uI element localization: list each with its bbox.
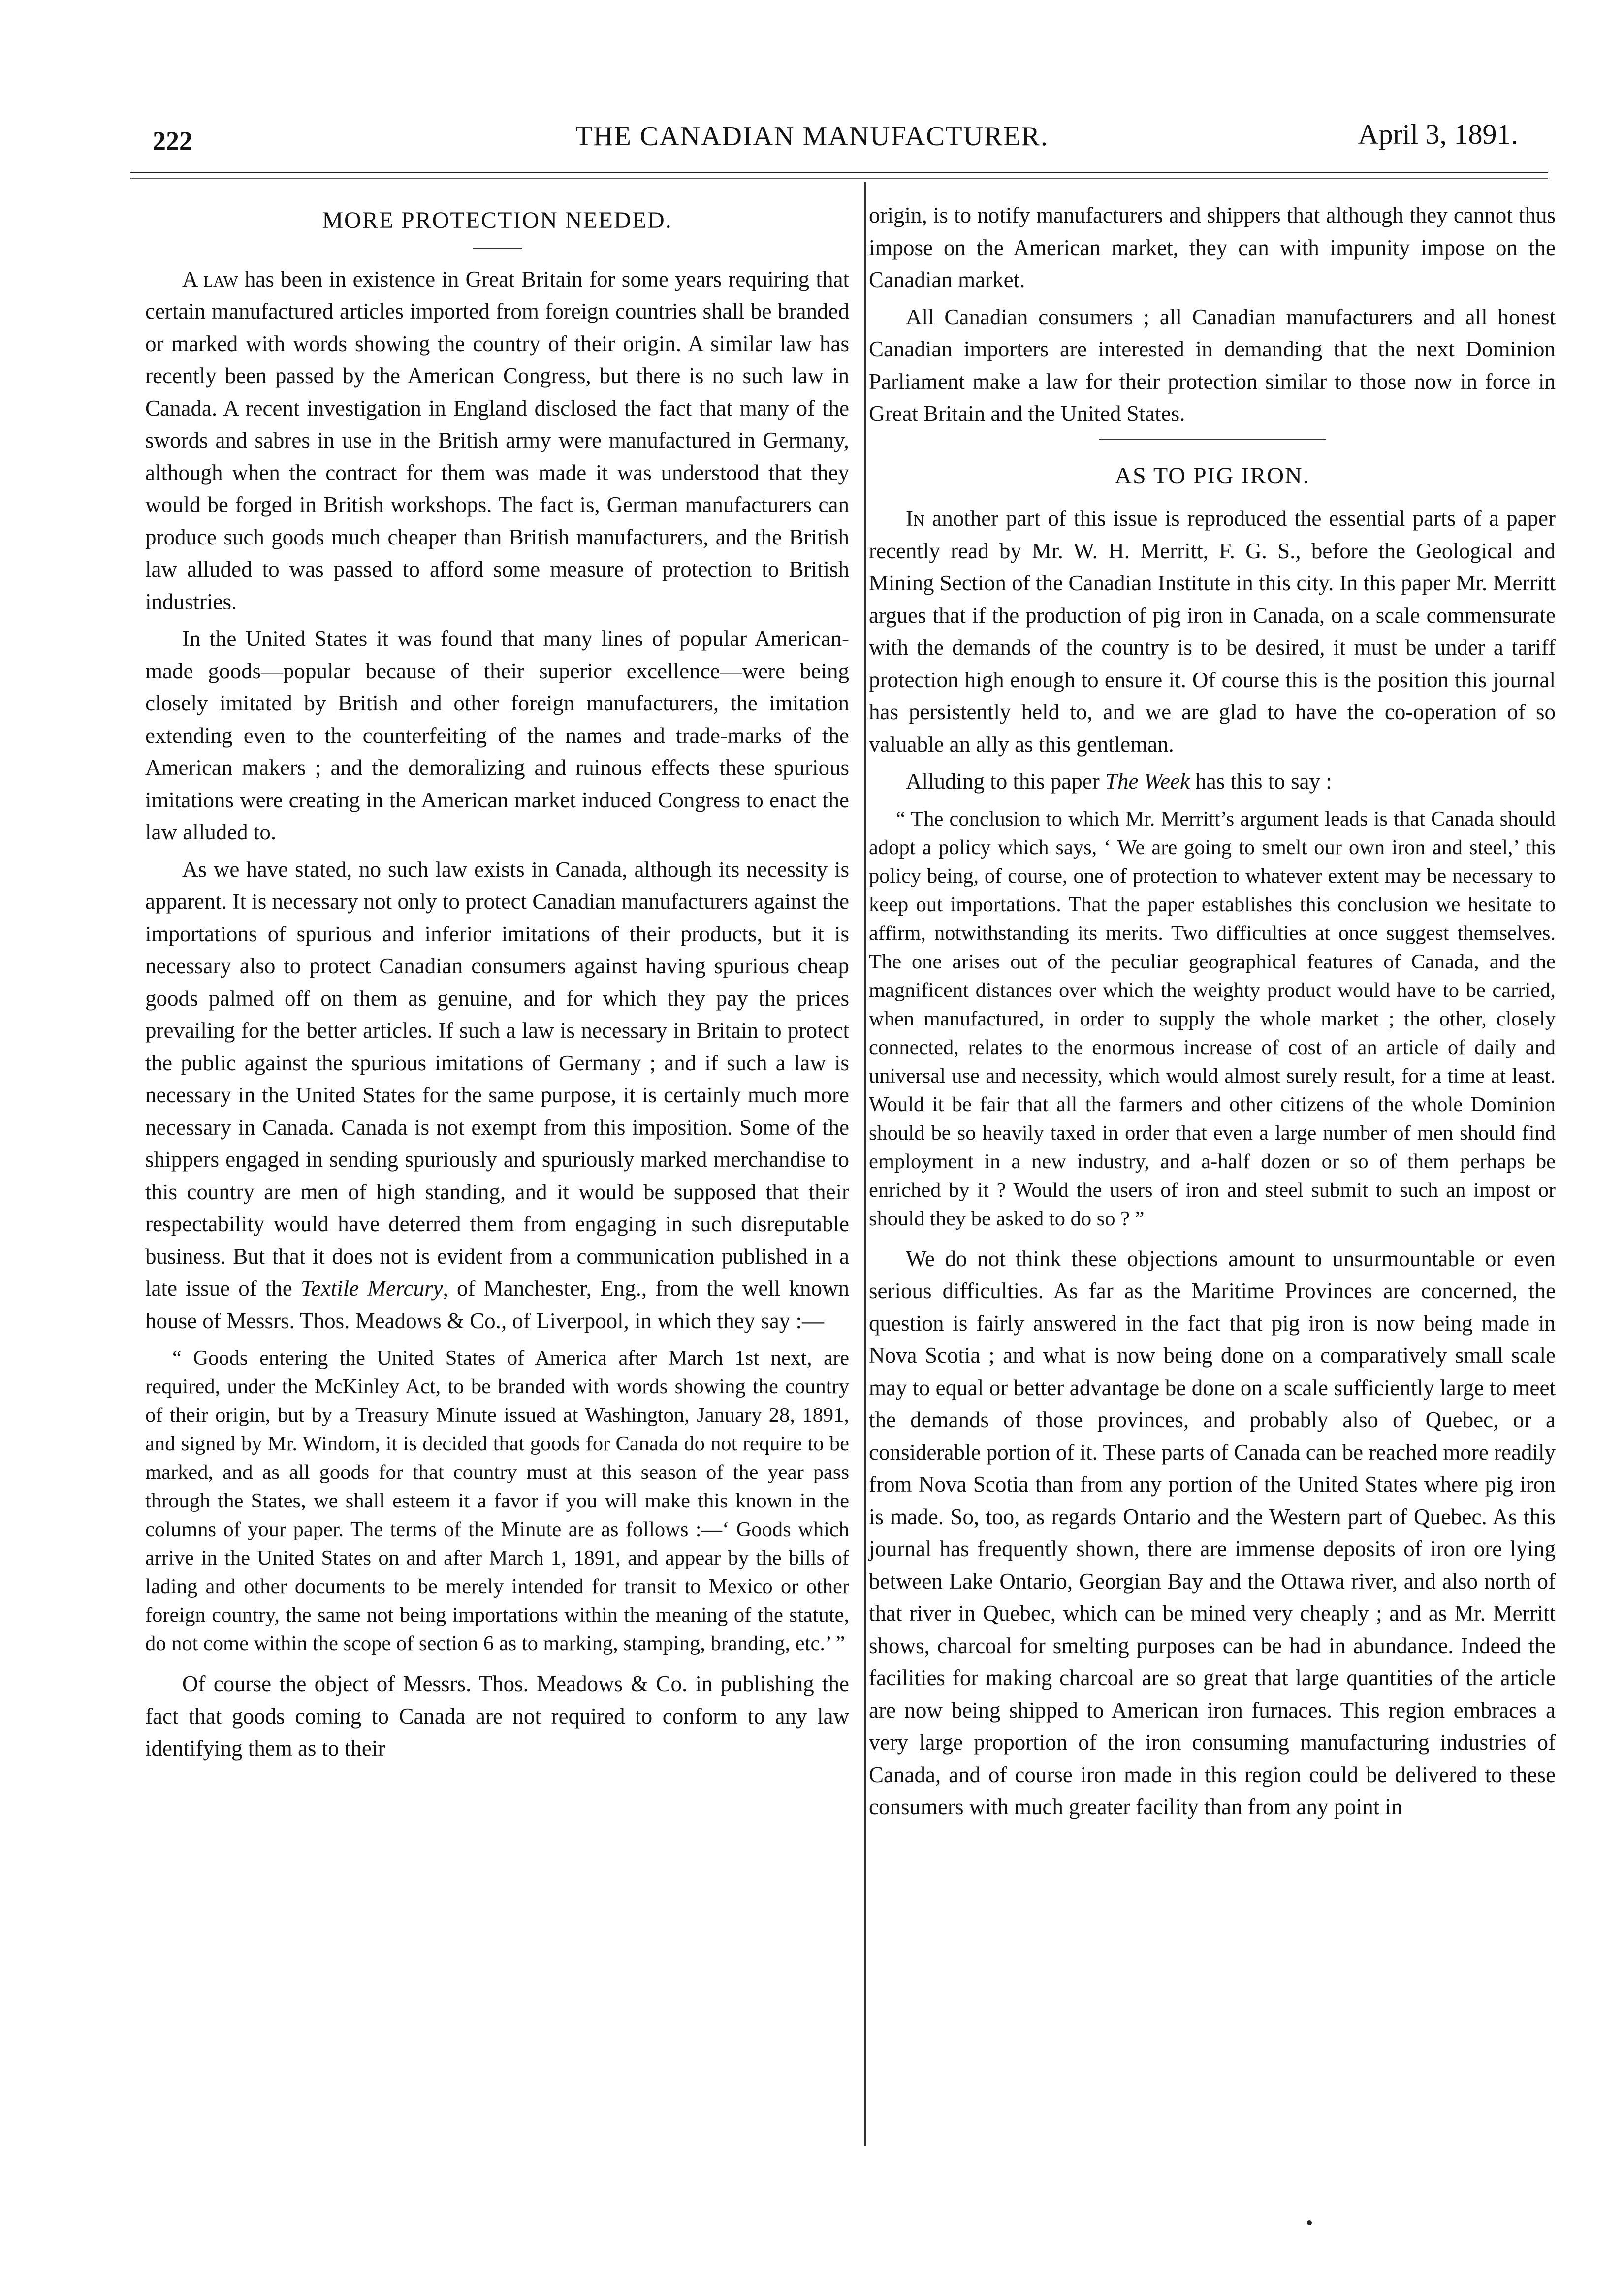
paragraph [145,854,849,1338]
header-rule-thin [130,178,1548,179]
paragraph [869,503,1556,761]
issue-date: April 3, 1891. [1358,118,1518,150]
lead-word: A law [182,266,238,291]
heading-rule [473,248,522,249]
paragraph: Of course the object of Messrs. Thos. Meadows & Co. in publishing the fact that goods coming to Canada are not required to conform to any law identifying them as to their [145,1671,849,1761]
column-divider [864,182,866,2146]
paragraph [869,766,1556,798]
article-heading-more-protection: MORE PROTECTION NEEDED. [322,207,672,233]
page-number: 222 [153,126,192,156]
paragraph-text: has been in existence in Great Britain for some years requiring that certain manufactured articles imported from foreign countries shall be branded or marked with words showing the country of their origin. A similar law has recently been passed by the American Congress, but there is no such law in Canada. A recent investigation in England disclosed the fact that many of the swords and sabres in use in the British army were manufactured in Germany, although when the contract for them was made it was understood that they would be forged in British workshops. The fact is, German manufacturers can produce such goods much cheaper than British manufacturers, and the British law alluded to was passed to afford some measure of protection to British industries. [145,266,849,614]
paragraph: In the United States it was found that many lines of popular American-made goods—popular because of their superior excellence—were being closely imitated by British and other foreign manufacturers, the imitation extending even to the counterfeiting of the names and trade-marks of the American makers ; and the demoralizing and ruinous effects these spurious imitations were creating in the American market induced Congress to enact the law alluded to. [145,626,849,844]
left-column [145,199,849,1770]
paragraph-text: , of Manchester, Eng., from the well known house of Messrs. Thos. Meadows & Co., of Liverpool, in which they say :— [145,1276,850,1333]
block-quote: “ The conclusion to which Mr. Merritt’s argument leads is that Canada should adopt a policy which says, ‘ We are going to smelt our own iron and steel,’ this policy being, of course, one of protection to whatever extent may be necessary to keep out importations. That the paper establishes this conclusion we hesitate to affirm, notwithstanding its merits. Two difficulties at once suggest themselves. The one arises out of the peculiar geographical features of Canada, and the magnificent distances over which the weighty product would have to be carried, when manufactured, in order to supply the whole market ; the other, closely connected, relates to the enormous increase of cost of an article of daily and universal use and necessity, which would almost surely result, for a time at least. Would it be fair that all the farmers and other citizens of the whole Dominion should be so heavily taxed in order that even a large number of men should find employment in a new industry, and a-half dozen or so of them perhaps be enriched by it ? Would the users of iron and steel submit to such an impost or should they be asked to do so ? ” [869,807,1556,1230]
block-quote: “ Goods entering the United States of America after March 1st next, are required, under the McKinley Act, to be branded with words showing the country of their origin, but by a Treasury Minute issued at Washington, January 28, 1891, and signed by Mr. Windom, it is decided that goods for Canada do not require to be marked, and as all goods for that country must at this season of the year pass through the States, we shall esteem it a favor if you will make this known in the columns of your paper. The terms of the Minute are as follows :—‘ Goods which arrive in the United States on and after March 1, 1891, and appear by the bills of lading and other documents to be merely intended for transit to Mexico or other foreign country, the same not being importations within the meaning of the statute, do not come within the scope of section 6 as to marking, stamping, branding, etc.’ ” [145,1346,849,1655]
paragraph: origin, is to notify manufacturers and shippers that although they cannot thus impose on the American market, they can with impunity impose on the Canadian market. [869,203,1556,292]
paragraph: All Canadian consumers ; all Canadian manufacturers and all honest Canadian importers are interested in demanding that the next Dominion Parliament make a law for their protection similar to those now in force in Great Britain and the United States. [869,304,1556,426]
lead-word: In [906,506,925,531]
paragraph-text: As we have stated, no such law exists in Canada, although its necessity is apparent. It is necessary not only to protect Canadian manufacturers against the importations of spurious and inferior imitations of their products, but it is necessary also to protect Canadian consumers against having spurious cheap goods palmed off on them as genuine, and for which they pay the prices prevailing for the better articles. If such a law is necessary in Britain to protect the public against the spurious imitations of Germany ; and if such a law is necessary in the United States for the same purpose, it is certainly much more necessary in Canada. Canada is not exempt from this imposition. Some of the shippers engaged in sending spuriously and spuriously marked merchandise to this country are men of high standing, and it would be supposed that their respectability would have deterred them from engaging in such disreputable business. But that it does not is evident from a communication published in a late issue of the [145,857,849,1301]
publication-name: Textile Mercury [300,1276,443,1301]
publication-name: The Week [1105,769,1190,794]
paragraph-text: Alluding to this paper [906,769,1105,794]
paragraph: We do not think these objections amount to unsurmountable or even serious difficulties. As far as the Maritime Provinces are concerned, the question is fairly answered in the fact that pig iron is now being made in Nova Scotia ; and what is now being done on a comparatively small scale may to equal or better advantage be done on a scale sufficiently large to meet the demands of those provinces, and probably also of Quebec, or a considerable portion of it. These parts of Canada can be reached more readily from Nova Scotia than from any portion of the United States where pig iron is made. So, too, as regards Ontario and the Western part of Quebec. As this journal has frequently shown, there are immense deposits of iron ore lying between Lake Ontario, Georgian Bay and the Ottawa river, and also north of that river in Quebec, which can be mined very cheaply ; and as Mr. Merritt shows, charcoal for smelting purposes can be had in abundance. Indeed the facilities for making charcoal are so great that large quantities of the article are now being shipped to American iron furnaces. This region embraces a very large proportion of the iron consuming manufacturing industries of Canada, and of course iron made in this region could be delivered to these consumers with much greater facility than from any point in [869,1246,1556,1819]
paragraph-text: another part of this issue is reproduced the essential parts of a paper recently read by Mr. W. H. Merritt, F. G. S., before the Geological and Mining Section of the Canadian Institute in this city. In this paper Mr. Merritt argues that if the production of pig iron in Canada, on a scale commensurate with the demands of the country is to be desired, it must be under a tariff protection high enough to ensure it. Of course this is the position this journal has persistently held to, and we are glad to have the co-operation of so valuable an ally as this gentleman. [869,506,1556,757]
paragraph-text: has this to say : [1190,769,1332,794]
paragraph [145,263,849,618]
journal-title: THE CANADIAN MANUFACTURER. [575,121,1049,152]
right-column [869,199,1556,1828]
page-header [0,111,1624,170]
section-rule [1099,439,1326,440]
header-rule [130,172,1548,173]
article-heading-pig-iron: AS TO PIG IRON. [1115,462,1310,489]
print-mark [1307,2220,1312,2225]
